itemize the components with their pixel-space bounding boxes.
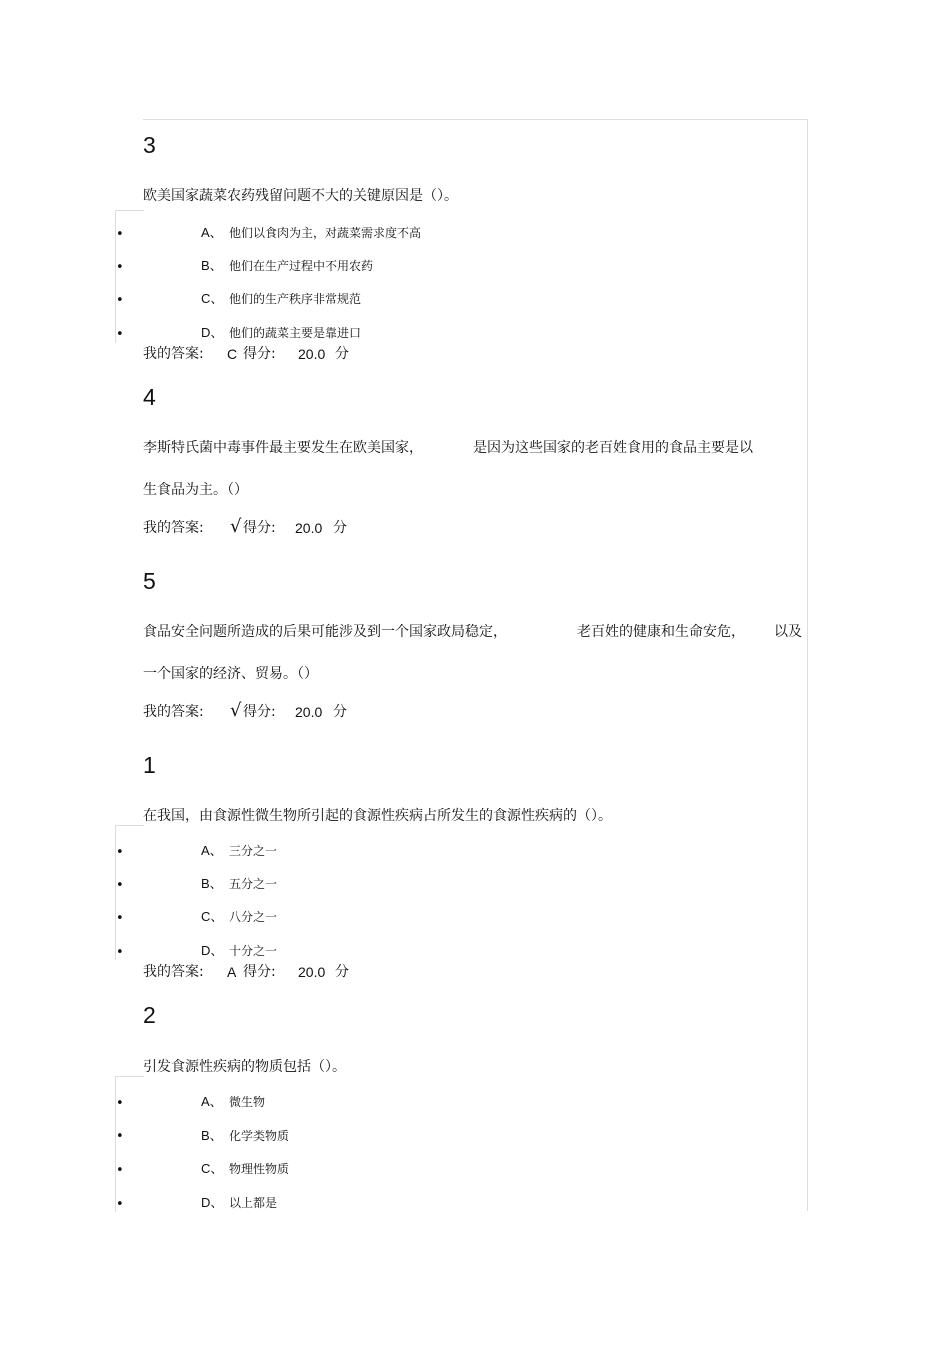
score-unit: 分 [335,964,349,980]
question-number: 2 [143,1002,156,1028]
my-answer-label: 我的答案: [143,520,204,536]
my-answer-label: 我的答案: [143,964,204,980]
question-text: 引发食源性疾病的物质包括（）。 [143,1059,346,1075]
bullet-icon: • [116,945,124,960]
score-value: 20.0 [298,964,326,980]
question-text-part: 食品安全问题所造成的后果可能涉及到一个国家政局稳定， [143,624,507,640]
option-letter: A、 [201,225,223,240]
bullet-icon: • [116,1197,124,1212]
frame-border-right [807,119,808,1211]
question-text-line2: 一个国家的经济、贸易。（） [143,666,318,682]
my-answer-label: 我的答案: [143,704,204,720]
bullet-icon: • [116,1096,124,1111]
option-letter: B、 [201,1128,223,1143]
bullet-icon: • [116,260,124,275]
score-value: 20.0 [298,346,326,362]
question-text-part: 老百姓的健康和生命安危， [577,624,745,640]
question-number: 4 [143,384,156,410]
score-label: 得分: [243,704,276,720]
score-label: 得分: [243,964,276,980]
question-text-line2: 生食品为主。（） [143,482,248,498]
option-text: 他们以食肉为主，对蔬菜需求度不高 [229,226,422,240]
option-letter: D、 [201,1195,224,1210]
question-number: 1 [143,752,156,778]
bullet-icon: • [116,1163,124,1178]
bullet-icon: • [116,845,124,860]
option-letter: A、 [201,1094,223,1109]
option-letter: C、 [201,909,224,924]
question-number: 3 [143,132,156,158]
option-letter: A、 [201,843,223,858]
score-label: 得分: [243,346,276,362]
option-text: 三分之一 [229,844,278,858]
option-letter: B、 [201,876,223,891]
question-number: 5 [143,568,156,594]
bullet-icon: • [116,1129,124,1144]
question-text-part: 李斯特氏菌中毒事件最主要发生在欧美国家， [143,440,423,456]
score-unit: 分 [333,704,347,720]
option-text: 微生物 [229,1095,266,1109]
bullet-icon: • [116,227,124,242]
score-value: 20.0 [295,704,323,720]
option-text: 他们的蔬菜主要是靠进口 [229,326,362,340]
option-text: 八分之一 [229,910,278,924]
checkmark-icon: √ [230,516,242,537]
option-letter: B、 [201,258,223,273]
option-letter: C、 [201,1161,224,1176]
question-text-part: 以及 [774,624,802,640]
bullet-icon: • [116,293,124,308]
option-text: 十分之一 [229,944,278,958]
score-label: 得分: [243,520,276,536]
my-answer-label: 我的答案: [143,346,204,362]
score-value: 20.0 [295,520,323,536]
my-answer-value: A [227,964,237,980]
option-text: 他们的生产秩序非常规范 [229,292,362,306]
checkmark-icon: √ [230,700,242,721]
bullet-icon: • [116,878,124,893]
option-text: 物理性物质 [229,1162,290,1176]
bullet-icon: • [116,327,124,342]
bullet-icon: • [116,911,124,926]
option-letter: D、 [201,943,224,958]
option-text: 化学类物质 [229,1129,290,1143]
score-unit: 分 [333,520,347,536]
my-answer-value: C [227,346,238,362]
question-text: 在我国，由食源性微生物所引起的食源性疾病占所发生的食源性疾病的（）。 [143,808,612,824]
question-text: 欧美国家蔬菜农药残留问题不大的关键原因是（）。 [143,188,458,204]
question-text-part: 是因为这些国家的老百姓食用的食品主要是以 [473,440,753,456]
option-letter: C、 [201,291,224,306]
option-text: 五分之一 [229,877,278,891]
score-unit: 分 [335,346,349,362]
option-letter: D、 [201,325,224,340]
option-text: 以上都是 [229,1196,278,1210]
frame-border-top [143,119,808,120]
option-text: 他们在生产过程中不用农药 [229,259,374,273]
